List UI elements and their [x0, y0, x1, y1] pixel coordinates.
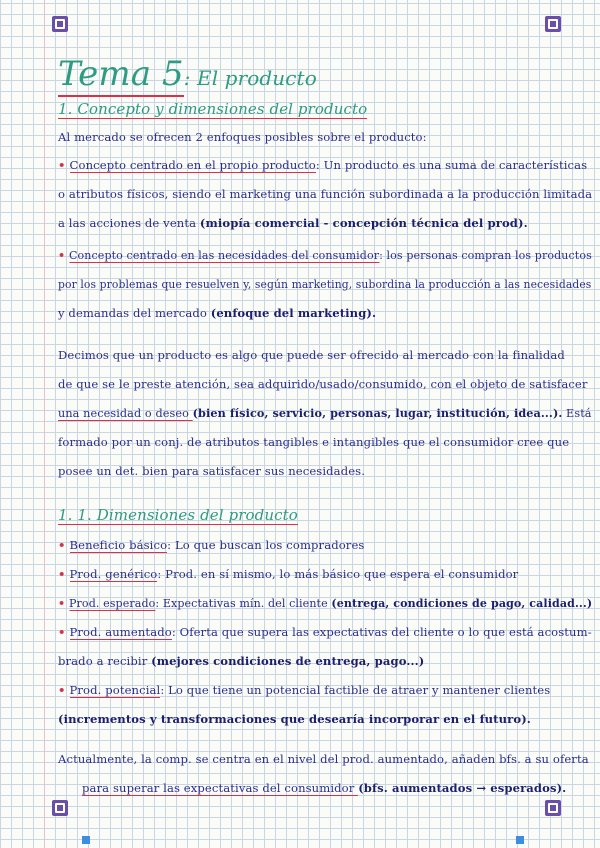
bullet-item: • Prod. genérico: Prod. en sí mismo, lo más básico que espera el consumidor	[58, 567, 519, 581]
perforation-mark	[82, 836, 90, 844]
corner-marker-icon	[52, 800, 68, 816]
title-rest: : El producto	[183, 66, 317, 90]
text-line: Decimos que un producto es algo que puede ser ofrecido al mercado con la finalidad	[58, 348, 565, 362]
text-line: una necesidad o deseo (bien físico, servicio, personas, lugar, institución, idea...). Está	[58, 406, 592, 420]
bullet-item: • Prod. esperado: Expectativas mín. del cliente (entrega, condiciones de pago, calidad...)	[58, 596, 593, 610]
bullet-icon: •	[58, 683, 66, 697]
text-line: (incrementos y transformaciones que desearía incorporar en el futuro).	[58, 712, 531, 726]
text-line: formado por un conj. de atributos tangibles e intangibles que el consumidor cree que	[58, 435, 570, 449]
bullet-icon: •	[58, 158, 66, 172]
text-line: posee un det. bien para satisfacer sus necesidades.	[58, 464, 366, 478]
text-line: y demandas del mercado (enfoque del marketing).	[58, 306, 377, 320]
section-heading: 1. Concepto y dimensiones del producto	[58, 100, 368, 118]
bullet-icon: •	[58, 625, 66, 639]
text-line: Actualmente, la comp. se centra en el nivel del prod. aumentado, añaden bfs. a su oferta	[58, 752, 589, 766]
bullet-icon: •	[58, 538, 66, 552]
page-title	[58, 54, 317, 94]
bullet-item: • Concepto centrado en las necesidades del consumidor: los personas compran los productos	[58, 248, 592, 262]
text-line: de que se le preste atención, sea adquirido/usado/consumido, con el objeto de satisfacer	[58, 377, 588, 391]
bullet-item: • Prod. aumentado: Oferta que supera las expectativas del cliente o lo que está acostum-	[58, 625, 592, 639]
bullet-item: • Prod. potencial: Lo que tiene un potencial factible de atraer y mantener clientes	[58, 683, 551, 697]
intro-line: Al mercado se ofrecen 2 enfoques posibles sobre el producto:	[58, 130, 427, 144]
bullet-label: Concepto centrado en el propio producto	[69, 158, 316, 172]
text-line: o atributos físicos, siendo el marketing una función subordinada a la producción limitada	[58, 187, 593, 201]
bullet-icon: •	[58, 248, 66, 262]
section-heading: 1. 1. Dimensiones del producto	[58, 506, 298, 524]
corner-marker-icon	[545, 16, 561, 32]
margin-line	[44, 0, 45, 848]
text-line: a las acciones de venta (miopía comercial - concepción técnica del prod).	[58, 216, 528, 230]
perforation-mark	[516, 836, 524, 844]
corner-marker-icon	[52, 16, 68, 32]
bullet-label: Concepto centrado en las necesidades del consumidor	[68, 248, 380, 262]
text-line: por los problemas que resuelven y, según marketing, subordina la producción a las necesidades	[58, 277, 592, 291]
title-tema: Tema 5	[58, 54, 184, 97]
bullet-item: • Beneficio básico: Lo que buscan los compradores	[58, 538, 365, 552]
bullet-icon: •	[58, 567, 66, 581]
bullet-item: • Concepto centrado en el propio producto: Un producto es una suma de características	[58, 158, 588, 172]
bullet-icon: •	[58, 596, 66, 610]
corner-marker-icon	[545, 800, 561, 816]
text-line: brado a recibir (mejores condiciones de entrega, pago...)	[58, 654, 425, 668]
text-line: para superar las expectativas del consumidor (bfs. aumentados → esperados).	[82, 781, 567, 795]
